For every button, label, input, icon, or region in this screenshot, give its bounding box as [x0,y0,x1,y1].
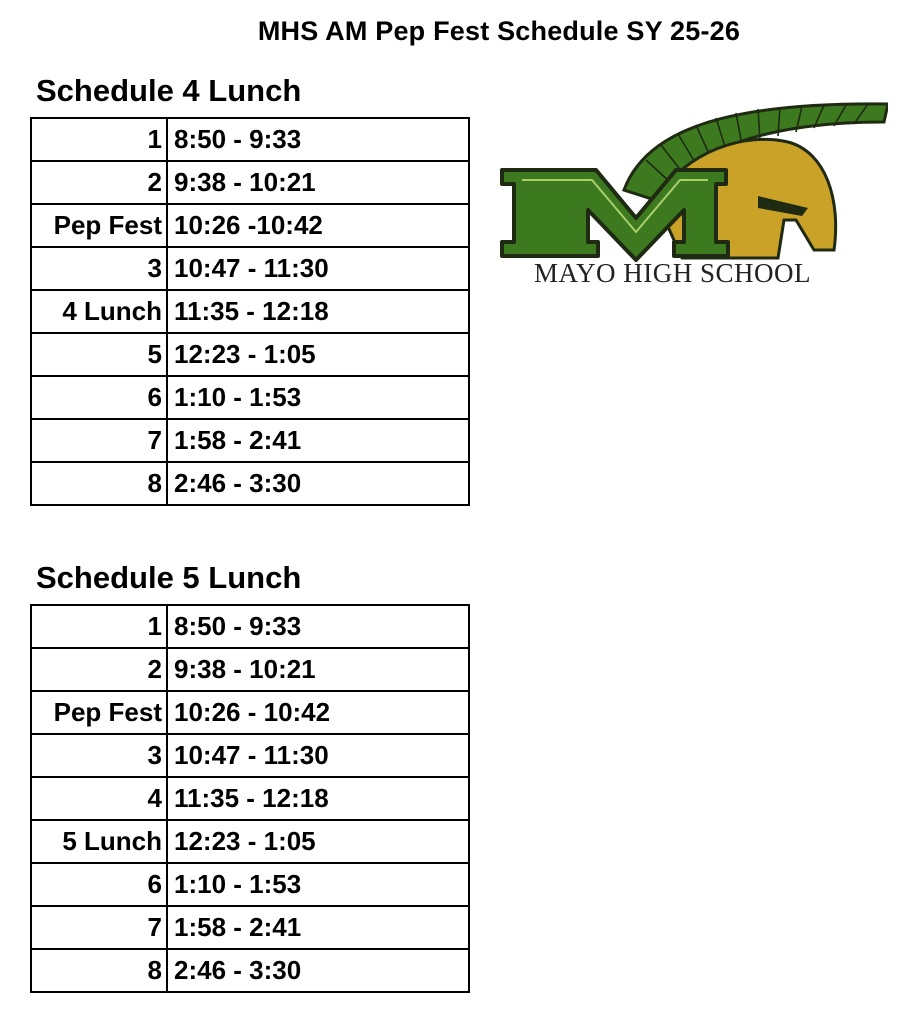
time-cell: 10:47 - 11:30 [167,734,469,777]
time-cell: 8:50 - 9:33 [167,605,469,648]
time-cell: 1:10 - 1:53 [167,863,469,906]
table-row [31,734,469,777]
page-title: MHS AM Pep Fest Schedule SY 25-26 [257,16,741,46]
table-row [31,161,469,204]
time-cell: 12:23 - 1:05 [167,333,469,376]
period-cell: 3 [31,734,167,777]
time-cell: 8:50 - 9:33 [167,118,469,161]
time-cell: 10:47 - 11:30 [167,247,469,290]
table-row [31,648,469,691]
schedule-5-lunch-table [30,604,470,993]
time-cell: 10:26 - 10:42 [167,691,469,734]
table-row [31,949,469,992]
time-cell: 1:10 - 1:53 [167,376,469,419]
table-row [31,204,469,247]
time-cell: 12:23 - 1:05 [167,820,469,863]
table-row [31,118,469,161]
time-cell: 2:46 - 3:30 [167,949,469,992]
table-row [31,863,469,906]
logo-caption: MAYO HIGH SCHOOL [533,258,812,288]
period-cell: 1 [31,605,167,648]
table-row [31,777,469,820]
table-row [31,376,469,419]
period-cell: 2 [31,161,167,204]
period-cell: 8 [31,949,167,992]
schedule-4-lunch-table [30,117,470,506]
table-row [31,820,469,863]
time-cell: 9:38 - 10:21 [167,161,469,204]
schedule-4-lunch-heading: Schedule 4 Lunch [36,73,302,108]
period-cell: 7 [31,906,167,949]
period-cell: Pep Fest [31,204,167,247]
period-cell: 7 [31,419,167,462]
period-cell: 4 [31,777,167,820]
table-row [31,247,469,290]
table-row [31,906,469,949]
table-row [31,333,469,376]
period-cell: 5 [31,333,167,376]
period-cell: 6 [31,376,167,419]
table-row [31,419,469,462]
time-cell: 9:38 - 10:21 [167,648,469,691]
table-row [31,290,469,333]
time-cell: 1:58 - 2:41 [167,419,469,462]
time-cell: 1:58 - 2:41 [167,906,469,949]
period-cell: 3 [31,247,167,290]
schedule-5-lunch-heading: Schedule 5 Lunch [36,560,302,595]
time-cell: 2:46 - 3:30 [167,462,469,505]
period-cell: 1 [31,118,167,161]
period-cell: 2 [31,648,167,691]
time-cell: 11:35 - 12:18 [167,290,469,333]
table-row [31,605,469,648]
period-cell: 5 Lunch [31,820,167,863]
period-cell: 4 Lunch [31,290,167,333]
table-row [31,462,469,505]
table-row [31,691,469,734]
period-cell: Pep Fest [31,691,167,734]
time-cell: 10:26 -10:42 [167,204,469,247]
period-cell: 8 [31,462,167,505]
time-cell: 11:35 - 12:18 [167,777,469,820]
period-cell: 6 [31,863,167,906]
